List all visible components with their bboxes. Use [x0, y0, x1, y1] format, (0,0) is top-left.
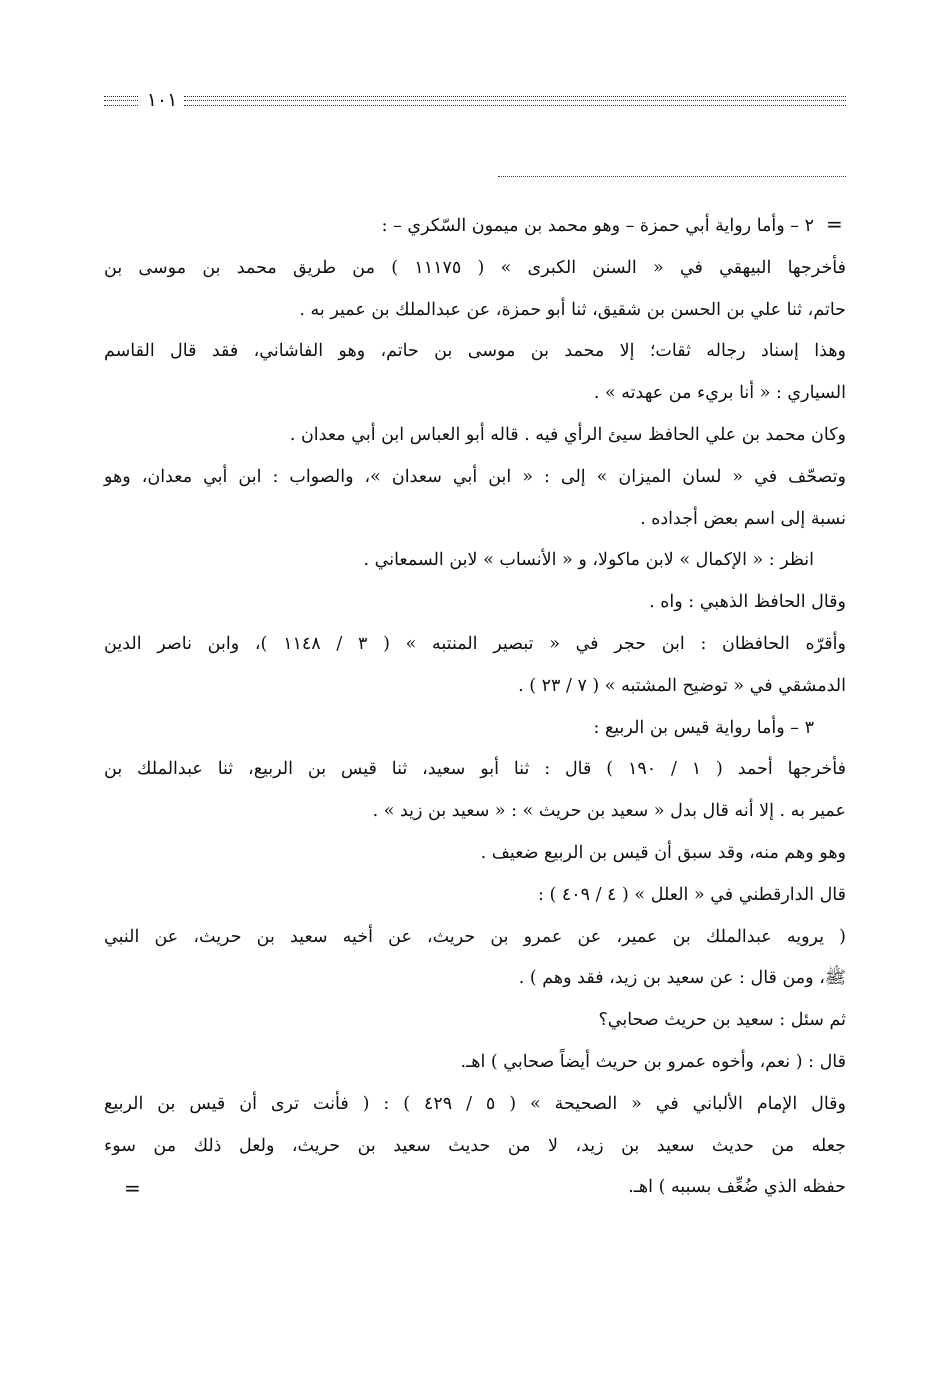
- text-line: وقال الحافظ الذهبي : واه .: [649, 592, 846, 613]
- text-line: وتصحّف في « لسان الميزان » إلى : « ابن أبي سعدان »، والصواب : ابن أبي معدان، وهو: [104, 466, 846, 487]
- text-line: فأخرجها البيهقي في « السنن الكبرى » ( ١١١٧٥ ) من طريق محمد بن موسى بن: [104, 257, 846, 278]
- text-line: حفظه الذي ضُعِّف بسببه ) اهـ.: [628, 1177, 846, 1198]
- footnote-text: [104, 206, 846, 1209]
- text-line: فأخرجها أحمد ( ١ / ١٩٠ ) قال : ثنا أبو سعيد، ثنا قيس بن الربيع، ثنا عبدالملك بن: [104, 759, 846, 780]
- continuation-mark-bottom: =: [124, 1176, 141, 1200]
- text-line: وهو وهم منه، وقد سبق أن قيس بن الربيع ضعيف .: [480, 842, 846, 863]
- text-line: الدمشقي في « توضيح المشتبه » ( ٧ / ٢٣ ) .: [518, 675, 846, 696]
- text-line: السياري : « أنا بريء من عهدته » .: [593, 383, 846, 404]
- text-line: عمير به . إلا أنه قال بدل « سعيد بن حريث » : « سعيد بن زيد » .: [372, 801, 846, 822]
- header-rule-right: [184, 96, 846, 106]
- text-line: وأقرّه الحافظان : ابن حجر في « تبصير المنتبه » ( ٣ / ١١٤٨ )، وابن ناصر الدين: [104, 633, 846, 654]
- page-header: [104, 88, 846, 112]
- text-line: قال الدارقطني في « العلل » ( ٤ / ٤٠٩ ) :: [537, 884, 846, 905]
- continuation-mark-top: =: [826, 212, 843, 236]
- footnote-separator: [498, 176, 846, 177]
- text-line: ٣ – وأما رواية قيس بن الربيع :: [593, 717, 814, 738]
- text-line: جعله من حديث سعيد بن زيد، لا من حديث سعيد بن حريث، ولعل ذلك من سوء: [104, 1135, 846, 1156]
- text-line: حاتم، ثنا علي بن الحسن بن شقيق، ثنا أبو حمزة، عن عبدالملك بن عمير به .: [299, 299, 846, 320]
- text-line: ( يرويه عبدالملك بن عمير، عن عمرو بن حريث، عن أخيه سعيد بن حريث، عن النبي: [104, 926, 846, 947]
- header-rule-left: [104, 96, 138, 106]
- text-line: وهذا إسناد رجاله ثقات؛ إلا محمد بن موسى بن حاتم، وهو الفاشاني، فقد قال القاسم: [104, 341, 846, 362]
- text-line: انظر : « الإكمال » لابن ماكولا، و « الأنساب » لابن السمعاني .: [363, 550, 814, 571]
- text-line: وقال الإمام الألباني في « الصحيحة » ( ٥ / ٤٢٩ ) : ( فأنت ترى أن قيس بن الربيع: [104, 1093, 846, 1114]
- text-line: ثم سئل : سعيد بن حريث صحابي؟: [598, 1010, 846, 1031]
- text-line: وكان محمد بن علي الحافظ سيئ الرأي فيه . قاله أبو العباس ابن أبي معدان .: [289, 424, 846, 445]
- text-line: ﷺ، ومن قال : عن سعيد بن زيد، فقد وهم ) .: [518, 968, 846, 989]
- text-line: ٢ – وأما رواية أبي حمزة – وهو محمد بن ميمون السّكري – :: [381, 216, 814, 236]
- page-number: ١٠١: [146, 89, 178, 111]
- text-line: قال : ( نعم، وأخوه عمرو بن حريث أيضاً صحابي ) اهـ.: [460, 1051, 846, 1072]
- text-line: نسبة إلى اسم بعض أجداده .: [640, 508, 846, 529]
